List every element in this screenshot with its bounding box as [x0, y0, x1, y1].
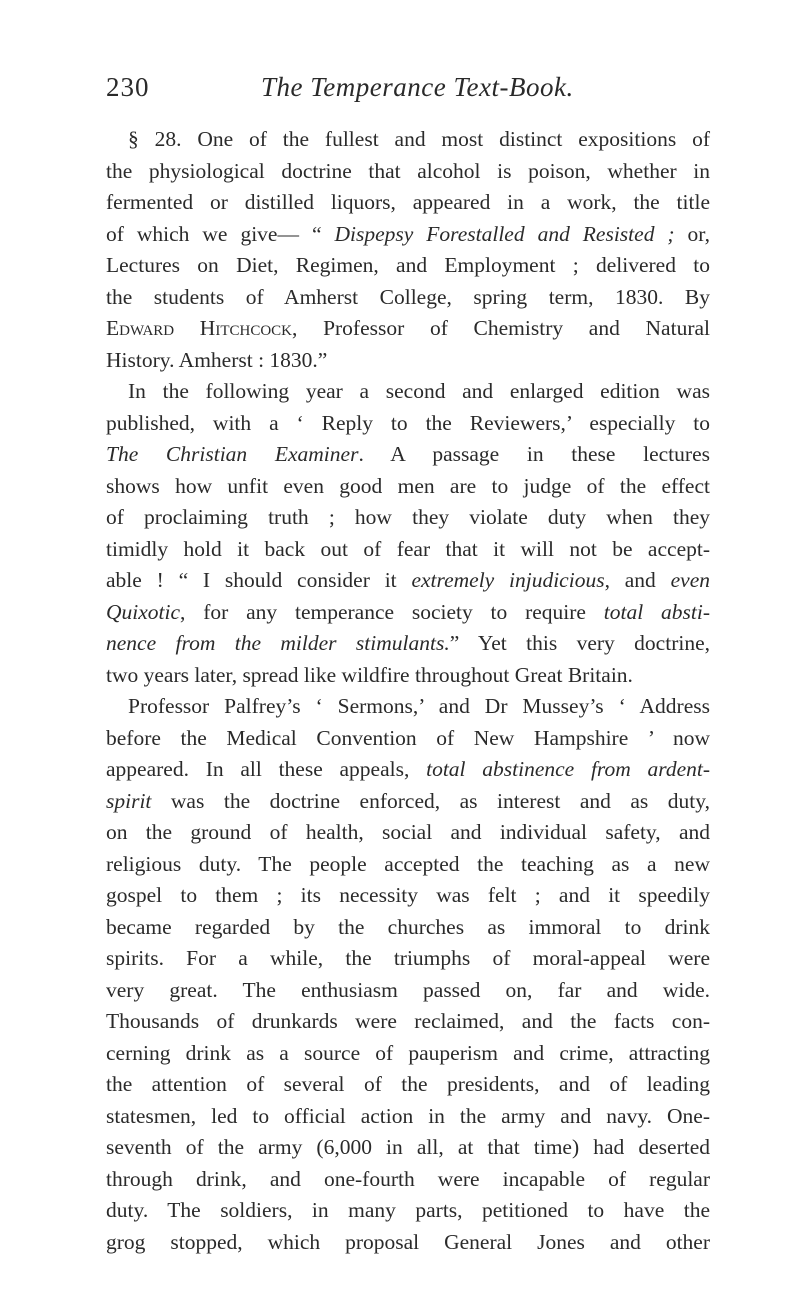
- text-segment: gospel to them ; its necessity was felt ; and it speedily: [106, 883, 710, 907]
- body-text: [106, 124, 710, 1258]
- running-title: The Temperance Text-Book.: [261, 72, 574, 102]
- text-line: [106, 1038, 710, 1070]
- text-segment: fermented or distilled liquors, appeared in a work, the title: [106, 190, 710, 214]
- text-line: [106, 975, 710, 1007]
- text-segment: , Professor of Chemistry and Natural: [292, 316, 711, 340]
- text-segment: § 28. One of the fullest and most distinct expositions of: [128, 127, 710, 151]
- text-segment: , for any temperance society to require: [180, 599, 604, 624]
- text-segment: the students of Amherst College, spring term, 1830. By: [106, 284, 710, 309]
- text-segment: religious duty. The people accepted the teaching as a new: [106, 851, 710, 876]
- text-line: [106, 345, 710, 377]
- italic-text: Dispepsy Forestalled and Resisted ;: [334, 221, 675, 246]
- text-segment: statesmen, led to official action in the army and navy. One-: [106, 1103, 710, 1128]
- italic-text: total absti-: [603, 599, 710, 624]
- text-line: [106, 723, 710, 755]
- text-line: [106, 1006, 710, 1038]
- text-line: [106, 534, 710, 566]
- italic-text: extremely injudicious: [411, 568, 605, 592]
- text-line: [106, 219, 710, 251]
- text-segment: Professor Palfrey’s ‘ Sermons,’ and Dr Mussey’s ‘ Address: [128, 694, 710, 718]
- italic-text: total abstinence from ardent-: [426, 757, 710, 781]
- text-line: [106, 912, 710, 944]
- text-line: [106, 849, 710, 881]
- text-line: [106, 880, 710, 912]
- text-segment: was the doctrine enforced, as interest and as duty,: [151, 788, 710, 813]
- text-segment: the attention of several of the presidents, and of leading: [106, 1072, 710, 1096]
- text-segment: In the following year a second and enlarged edition was: [128, 379, 710, 403]
- text-line: [106, 187, 710, 219]
- text-line: [106, 1132, 710, 1164]
- text-segment: two years later, spread like wildfire throughout Great Britain.: [106, 662, 633, 687]
- text-line: [106, 250, 710, 282]
- text-line: [106, 408, 710, 440]
- text-segment: timidly hold it back out of fear that it will not be accept-: [106, 536, 710, 561]
- page-number: 230: [106, 72, 150, 102]
- text-segment: seventh of the army (6,000 in all, at that time) had deserted: [106, 1135, 710, 1159]
- text-segment: spirits. For a while, the triumphs of moral-appeal were: [106, 946, 710, 970]
- text-line: [106, 786, 710, 818]
- text-segment: Lectures on Diet, Regimen, and Employment ; delivered to: [106, 253, 710, 277]
- text-line: [106, 471, 710, 503]
- text-segment: or,: [674, 221, 710, 246]
- text-line: [106, 943, 710, 975]
- text-segment: ” Yet this very doctrine,: [449, 631, 710, 655]
- text-line: [106, 376, 710, 408]
- text-segment: Thousands of drunkards were reclaimed, and the facts con-: [106, 1009, 710, 1033]
- text-line: [106, 1164, 710, 1196]
- italic-text: even: [670, 568, 711, 592]
- text-segment: before the Medical Convention of New Hampshire ’ now: [106, 725, 710, 750]
- text-line: [106, 817, 710, 849]
- text-segment: of proclaiming truth ; how they violate duty when they: [106, 505, 710, 529]
- text-segment: became regarded by the churches as immoral to drink: [106, 914, 710, 939]
- italic-text: The Christian Examiner: [106, 442, 359, 466]
- text-line: [106, 1227, 710, 1259]
- text-line: [106, 124, 710, 156]
- italic-text: Quixotic: [106, 599, 181, 624]
- text-segment: History. Amherst : 1830.”: [106, 347, 328, 372]
- text-line: [106, 502, 710, 534]
- text-segment: published, with a ‘ Reply to the Reviewers,’ especially to: [106, 410, 710, 435]
- text-segment: of which we give— “: [106, 221, 335, 246]
- text-line: [106, 691, 710, 723]
- text-line: [106, 1101, 710, 1133]
- text-line: [106, 565, 710, 597]
- text-line: [106, 156, 710, 188]
- text-segment: grog stopped, which proposal General Jones and other: [106, 1229, 710, 1254]
- italic-text: nence from the milder stimulants.: [106, 631, 450, 655]
- text-line: [106, 282, 710, 314]
- text-line: [106, 439, 710, 471]
- text-segment: duty. The soldiers, in many parts, petitioned to have the: [106, 1198, 710, 1222]
- text-segment: cerning drink as a source of pauperism and crime, attracting: [106, 1040, 710, 1065]
- text-segment: . A passage in these lectures: [358, 442, 710, 466]
- text-line: [106, 313, 710, 345]
- text-segment: the physiological doctrine that alcohol is poison, whether in: [106, 158, 710, 183]
- text-segment: very great. The enthusiasm passed on, far and wide.: [106, 977, 710, 1002]
- text-line: [106, 597, 710, 629]
- text-segment: on the ground of health, social and individual safety, and: [106, 820, 710, 844]
- text-segment: through drink, and one-fourth were incapable of regular: [106, 1166, 710, 1191]
- text-segment: appeared. In all these appeals,: [106, 757, 427, 781]
- text-line: [106, 1195, 710, 1227]
- page-header: [106, 72, 706, 112]
- text-line: [106, 628, 710, 660]
- italic-text: spirit: [106, 788, 152, 813]
- text-line: [106, 1069, 710, 1101]
- text-segment: able ! “ I should consider it: [106, 568, 412, 592]
- text-line: [106, 660, 710, 692]
- text-segment: shows how unfit even good men are to judge of the effect: [106, 473, 710, 498]
- text-line: [106, 754, 710, 786]
- small-caps-name: Edward Hitchcock: [106, 316, 293, 340]
- text-segment: , and: [604, 568, 671, 592]
